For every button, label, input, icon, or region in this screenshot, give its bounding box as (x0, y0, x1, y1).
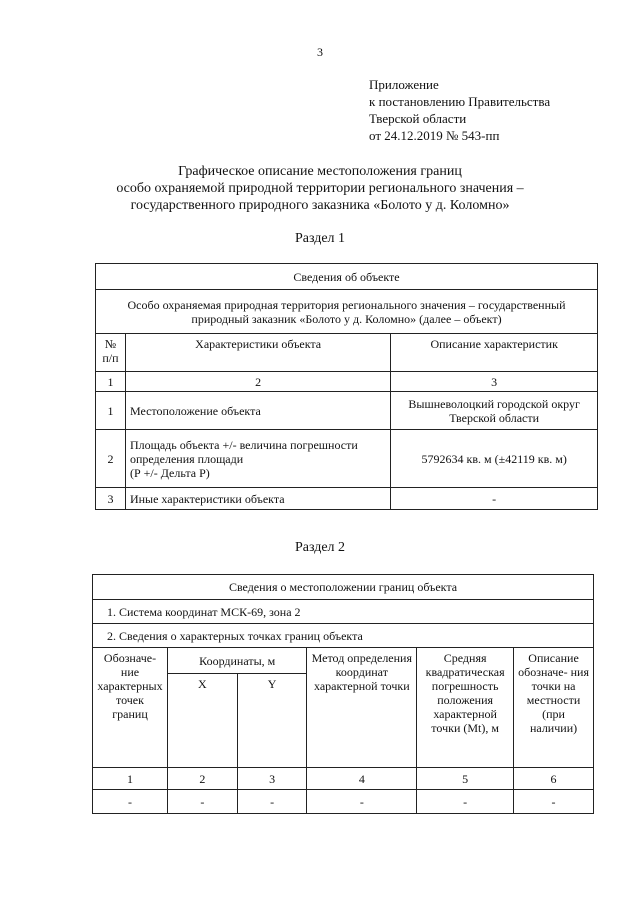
table-cell: - (237, 790, 307, 814)
col-header-method: Метод определения координат характерной точки (307, 648, 417, 768)
table-row (93, 790, 594, 814)
row-number: 1 (96, 392, 126, 430)
table-cell: - (514, 790, 594, 814)
column-index: 2 (125, 372, 390, 392)
col-header-designation: Обозначе- ние характерных точек границ (93, 648, 168, 768)
page-number: 3 (317, 45, 323, 59)
document-title (60, 163, 580, 214)
col-header-characteristics: Характеристики объекта (125, 334, 390, 372)
table-cell: - (93, 790, 168, 814)
col-header-point-description: Описание обозначе- ния точки на местности (при наличии) (514, 648, 594, 768)
column-index: 1 (93, 768, 168, 790)
section-2-heading: Раздел 2 (294, 540, 346, 555)
col-header-description: Описание характеристик (391, 334, 598, 372)
column-index: 1 (96, 372, 126, 392)
row-description: 5792634 кв. м (±42119 кв. м) (391, 430, 598, 488)
row-characteristic: Площадь объекта +/- величина погрешности определения площади (Р +/- Дельта Р) (125, 430, 390, 488)
col-header-mt: Средняя квадратическая погрешность положения характерной точки (Mt), м (417, 648, 514, 768)
row-description: Вышневолоцкий городской округ Тверской области (391, 392, 598, 430)
boundary-points-table (92, 574, 594, 814)
col-header-num: № п/п (96, 334, 126, 372)
coordinate-system: 1. Система координат МСК-69, зона 2 (93, 600, 594, 624)
row-number: 2 (96, 430, 126, 488)
col-header-y: Y (237, 674, 307, 768)
appendix-line: к постановлению Правительства (369, 94, 551, 109)
appendix-line: от 24.12.2019 № 543-пп (369, 128, 500, 143)
object-info-table (95, 263, 598, 510)
table-cell: - (417, 790, 514, 814)
table-cell: - (167, 790, 237, 814)
column-index: 5 (417, 768, 514, 790)
table-row (96, 392, 598, 430)
table-header: Сведения о местоположении границ объекта (93, 575, 594, 600)
column-index: 4 (307, 768, 417, 790)
appendix-line: Приложение (369, 77, 439, 92)
column-index: 2 (167, 768, 237, 790)
table-header: Сведения об объекте (96, 264, 598, 290)
column-index: 3 (391, 372, 598, 392)
row-characteristic: Иные характеристики объекта (125, 488, 390, 510)
title-line: особо охраняемой природной территории регионального значения – (116, 181, 524, 196)
table-row (96, 488, 598, 510)
col-header-coordinates: Координаты, м (167, 648, 306, 674)
title-line: государственного природного заказника «Болото у д. Коломно» (130, 198, 510, 213)
table-row (96, 430, 598, 488)
column-index: 3 (237, 768, 307, 790)
column-index: 6 (514, 768, 594, 790)
appendix-block (369, 76, 550, 144)
col-header-x: X (167, 674, 237, 768)
section-1-heading: Раздел 1 (294, 231, 346, 246)
row-description: - (391, 488, 598, 510)
object-description: Особо охраняемая природная территория регионального значения – государственный природный заказник «Болото у д. Коломно» (далее – объект) (96, 290, 598, 334)
row-number: 3 (96, 488, 126, 510)
characteristic-points-caption: 2. Сведения о характерных точках границ объекта (93, 624, 594, 648)
row-characteristic: Местоположение объекта (125, 392, 390, 430)
table-cell: - (307, 790, 417, 814)
appendix-line: Тверской области (369, 111, 467, 126)
title-line: Графическое описание местоположения границ (178, 164, 462, 179)
